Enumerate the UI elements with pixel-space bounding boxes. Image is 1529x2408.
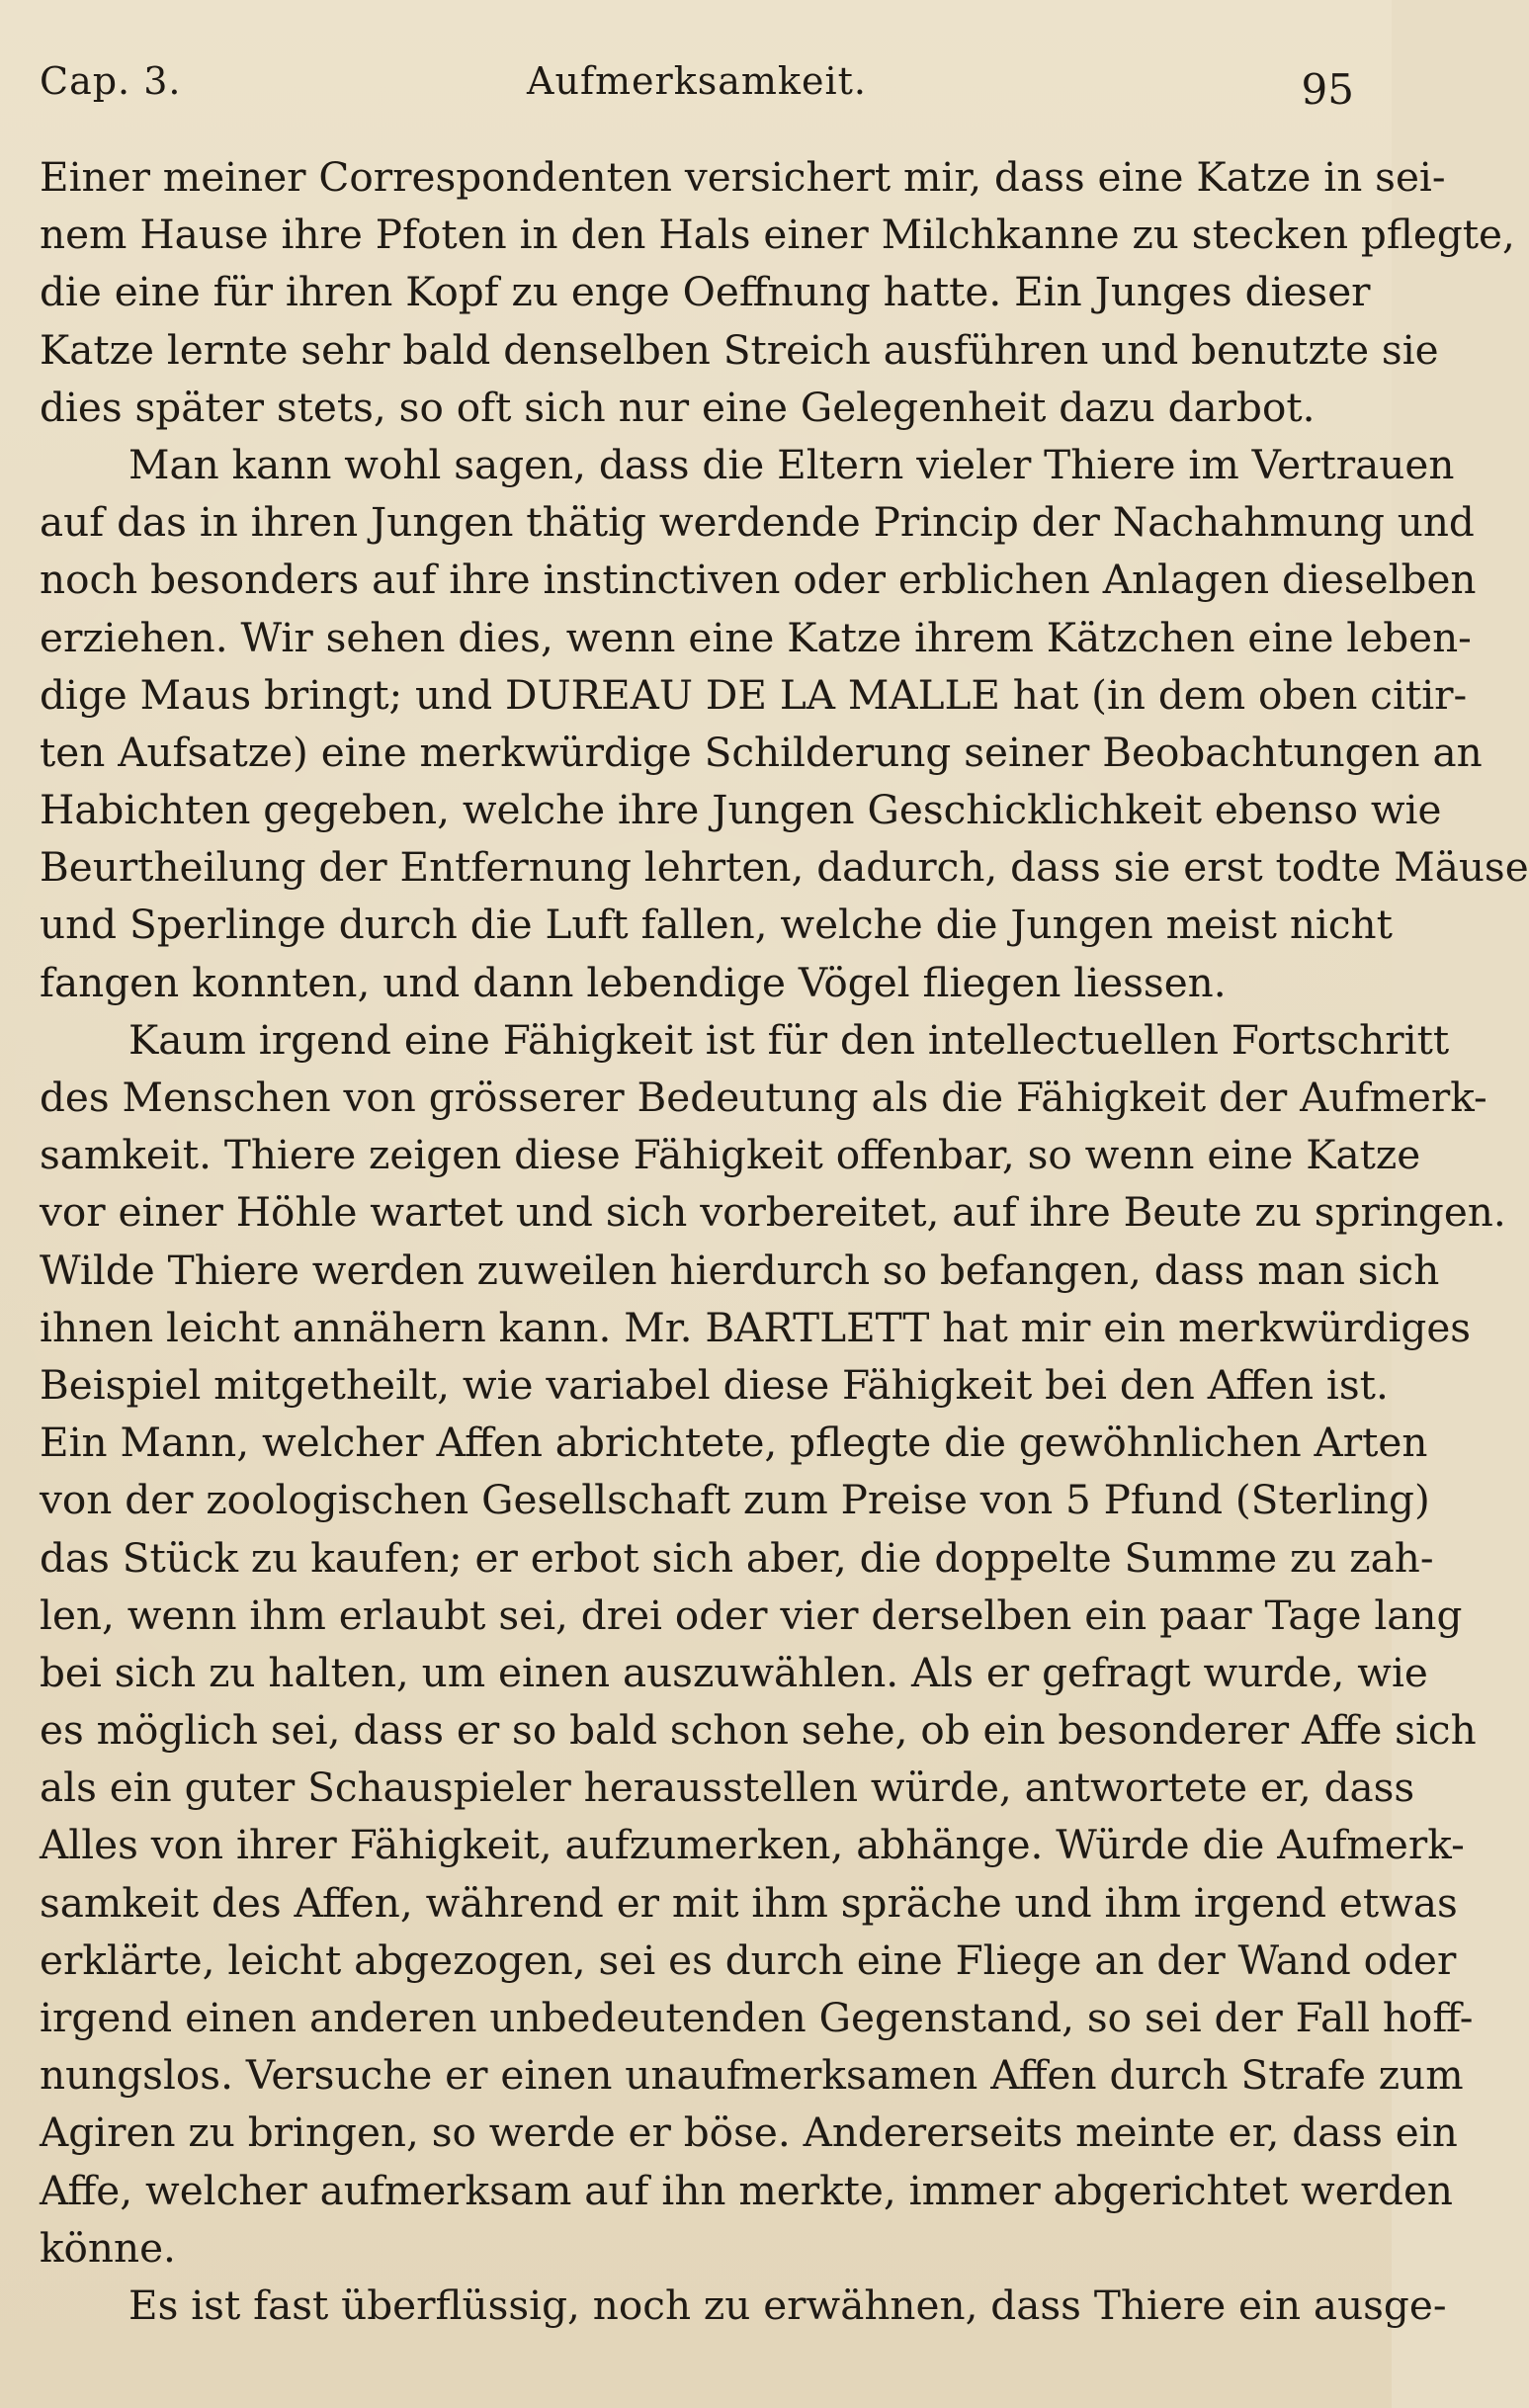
text-line: ten Aufsatze) eine merkwürdige Schilderung seiner Beobachtungen an bbox=[40, 728, 1483, 776]
text-line: Habichten gegeben, welche ihre Jungen Geschicklichkeit ebenso wie bbox=[40, 786, 1442, 834]
text-line: es möglich sei, dass er so bald schon sehe, ob ein besonderer Affe sich bbox=[40, 1706, 1477, 1755]
text-line: dige Maus bringt; und DUREAU DE LA MALLE hat (in dem oben citir- bbox=[40, 670, 1468, 719]
text-line: vor einer Höhle wartet und sich vorbereitet, auf ihre Beute zu springen. bbox=[40, 1188, 1506, 1237]
text-line: Einer meiner Correspondenten versichert mir, dass eine Katze in sei- bbox=[40, 153, 1446, 201]
text-line: irgend einen anderen unbedeutenden Gegenstand, so sei der Fall hoff- bbox=[40, 1994, 1474, 2041]
text-line: Katze lernte sehr bald denselben Streich ausführen und benutzte sie bbox=[40, 325, 1439, 374]
text-line: Agiren zu bringen, so werde er böse. Andererseits meinte er, dass ein bbox=[40, 2108, 1458, 2157]
text-line: erziehen. Wir sehen dies, wenn eine Katze ihrem Kätzchen eine leben- bbox=[40, 613, 1472, 661]
text-line: samkeit des Affen, während er mit ihm spräche und ihm irgend etwas bbox=[40, 1878, 1458, 1927]
body-text bbox=[40, 148, 1529, 2334]
text-line: auf das in ihren Jungen thätig werdende Princip der Nachahmung und bbox=[40, 498, 1475, 547]
text-line: des Menschen von grösserer Bedeutung als die Fähigkeit der Aufmerk- bbox=[40, 1074, 1487, 1121]
text-line: erklärte, leicht abgezogen, sei es durch eine Fliege an der Wand oder bbox=[40, 1935, 1457, 1984]
text-line: Beispiel mitgetheilt, wie variabel diese Fähigkeit bei den Affen ist. bbox=[40, 1360, 1389, 1409]
text-line: dies später stets, so oft sich nur eine Gelegenheit dazu darbot. bbox=[40, 383, 1316, 431]
text-line: ihnen leicht annähern kann. Mr. BARTLETT hat mir ein merkwürdiges bbox=[40, 1303, 1472, 1351]
running-title: Aufmerksamkeit. bbox=[527, 59, 867, 103]
text-line: Es ist fast überflüssig, noch zu erwähnen, dass Thiere ein ausge- bbox=[128, 2280, 1447, 2329]
text-line: und Sperlinge durch die Luft fallen, welche die Jungen meist nicht bbox=[40, 901, 1393, 949]
chapter-label: Cap. 3. bbox=[40, 59, 182, 103]
text-line: Ein Mann, welcher Affen abrichtete, pflegte die gewöhnlichen Arten bbox=[40, 1419, 1428, 1467]
text-line: Affe, welcher aufmerksam auf ihn merkte, immer abgerichtet werden bbox=[40, 2166, 1453, 2214]
running-header bbox=[40, 47, 1354, 117]
text-line: bei sich zu halten, um einen auszuwählen. Als er gefragt wurde, wie bbox=[40, 1648, 1428, 1696]
text-line: len, wenn ihm erlaubt sei, drei oder vier derselben ein paar Tage lang bbox=[40, 1591, 1463, 1639]
text-line: Beurtheilung der Entfernung lehrten, dadurch, dass sie erst todte Mäuse bbox=[40, 843, 1529, 892]
text-line: nem Hause ihre Pfoten in den Hals einer Milchkanne zu stecken pflegte, bbox=[40, 211, 1515, 259]
text-line: als ein guter Schauspieler herausstellen würde, antwortete er, dass bbox=[40, 1763, 1415, 1812]
text-line: Man kann wohl sagen, dass die Eltern vieler Thiere im Vertrauen bbox=[128, 440, 1455, 488]
text-line: Alles von ihrer Fähigkeit, aufzumerken, abhänge. Würde die Aufmerk- bbox=[40, 1821, 1465, 1869]
text-line: Wilde Thiere werden zuweilen hierdurch so befangen, dass man sich bbox=[40, 1246, 1440, 1294]
text-line: fangen konnten, und dann lebendige Vögel fliegen liessen. bbox=[40, 958, 1227, 1006]
text-line: samkeit. Thiere zeigen diese Fähigkeit offenbar, so wenn eine Katze bbox=[40, 1131, 1421, 1179]
text-line: noch besonders auf ihre instinctiven oder erblichen Anlagen dieselben bbox=[40, 556, 1477, 604]
text-line: das Stück zu kaufen; er erbot sich aber, die doppelte Summe zu zah- bbox=[40, 1533, 1434, 1582]
text-line: die eine für ihren Kopf zu enge Oeffnung hatte. Ein Junges dieser bbox=[40, 268, 1371, 316]
text-line: könne. bbox=[40, 2223, 176, 2272]
text-line: von der zoologischen Gesellschaft zum Preise von 5 Pfund (Sterling) bbox=[40, 1476, 1430, 1524]
page-number: 95 bbox=[1301, 65, 1354, 114]
text-line: nungslos. Versuche er einen unaufmerksamen Affen durch Strafe zum bbox=[40, 2051, 1464, 2100]
text-line: Kaum irgend eine Fähigkeit ist für den intellectuellen Fortschritt bbox=[128, 1015, 1450, 1064]
